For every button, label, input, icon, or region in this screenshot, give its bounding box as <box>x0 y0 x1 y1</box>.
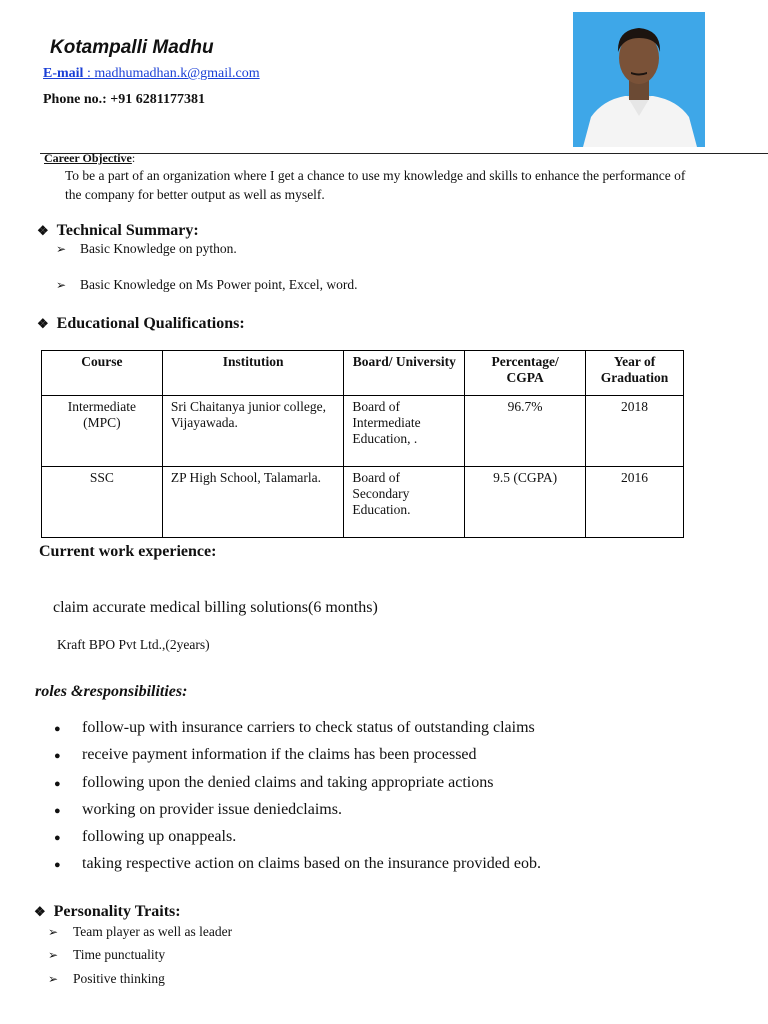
header-divider <box>40 153 768 154</box>
technical-item: ➢ Basic Knowledge on Ms Power point, Excel, word. <box>56 277 358 292</box>
table-cell: 9.5 (CGPA) <box>465 467 586 538</box>
table-cell: Board of Secondary Education. <box>344 467 465 538</box>
list-item: ● following upon the denied claims and taking appropriate actions <box>54 772 541 799</box>
email-link[interactable]: madhumadhan.k@gmail.com <box>94 66 260 81</box>
phone-number: Phone no.: +91 6281177381 <box>43 92 205 107</box>
table-header-row <box>42 351 684 396</box>
traits-list <box>48 924 232 994</box>
candidate-name: Kotampalli Madhu <box>50 37 214 58</box>
column-header: Institution <box>162 351 344 396</box>
bullet-icon: ● <box>54 723 61 735</box>
arrow-bullet-icon: ➢ <box>56 242 67 256</box>
arrow-bullet-icon: ➢ <box>48 925 59 939</box>
table-row <box>42 396 684 467</box>
list-item: ● following up onappeals. <box>54 826 541 853</box>
list-item: ● taking respective action on claims based on the insurance provided eob. <box>54 853 541 880</box>
list-item: ➢ Time punctuality <box>48 947 166 963</box>
table-cell: 2018 <box>586 396 684 467</box>
bullet-icon: ● <box>54 832 61 845</box>
column-header: Board/ University <box>344 351 465 396</box>
roles-heading: roles &responsibilities: <box>35 683 188 700</box>
list-item: ● receive payment information if the claims has been processed <box>54 744 541 771</box>
profile-photo <box>573 12 705 147</box>
education-heading: ❖ Educational Qualifications: <box>37 315 245 332</box>
table-cell: 96.7% <box>465 396 586 467</box>
list-item: ➢ Positive thinking <box>48 970 165 986</box>
diamond-bullet-icon: ❖ <box>34 904 46 919</box>
table-cell: 2016 <box>586 467 684 538</box>
education-table <box>41 350 684 538</box>
table-cell: Board of Intermediate Education, . <box>344 396 465 467</box>
email-line <box>43 66 260 82</box>
technical-item: ➢ Basic Knowledge on python. <box>56 241 237 256</box>
roles-list <box>54 717 541 881</box>
bullet-icon: ● <box>54 804 61 817</box>
arrow-bullet-icon: ➢ <box>48 948 59 963</box>
email-separator: : <box>83 66 95 81</box>
list-item: ● working on provider issue deniedclaims. <box>54 799 541 826</box>
column-header: Percentage/ CGPA <box>465 351 586 396</box>
column-header: Year of Graduation <box>586 351 684 396</box>
table-cell: Sri Chaitanya junior college, Vijayawada. <box>162 396 344 467</box>
arrow-bullet-icon: ➢ <box>48 971 59 986</box>
arrow-bullet-icon: ➢ <box>56 278 67 292</box>
work-experience-heading: Current work experience: <box>39 543 217 560</box>
table-cell: SSC <box>42 467 163 538</box>
career-objective-label: Career Objective: <box>44 151 136 165</box>
email-label: E-mail <box>43 66 84 81</box>
column-header: Course <box>42 351 163 396</box>
bullet-icon: ● <box>54 750 61 763</box>
work-experience-item: claim accurate medical billing solutions(6 months) <box>53 599 378 616</box>
bullet-icon: ● <box>54 777 61 790</box>
table-cell: ZP High School, Talamarla. <box>162 467 344 538</box>
work-experience-item: Kraft BPO Pvt Ltd.,(2years) <box>57 637 210 652</box>
table-row <box>42 467 684 538</box>
list-item: ➢ Team player as well as leader <box>48 924 233 939</box>
personality-traits-heading: ❖ Personality Traits: <box>34 903 181 920</box>
bullet-icon: ● <box>54 859 61 872</box>
technical-summary-heading: ❖ Technical Summary: <box>37 222 199 239</box>
diamond-bullet-icon: ❖ <box>37 223 49 238</box>
table-cell: Intermediate (MPC) <box>42 396 163 467</box>
list-item: ● follow-up with insurance carriers to check status of outstanding claims <box>54 717 541 744</box>
diamond-bullet-icon: ❖ <box>37 316 49 331</box>
career-objective-text: To be a part of an organization where I get a chance to use my knowledge and skills to enhance the performance of the company for better output as well as myself. <box>65 168 686 202</box>
